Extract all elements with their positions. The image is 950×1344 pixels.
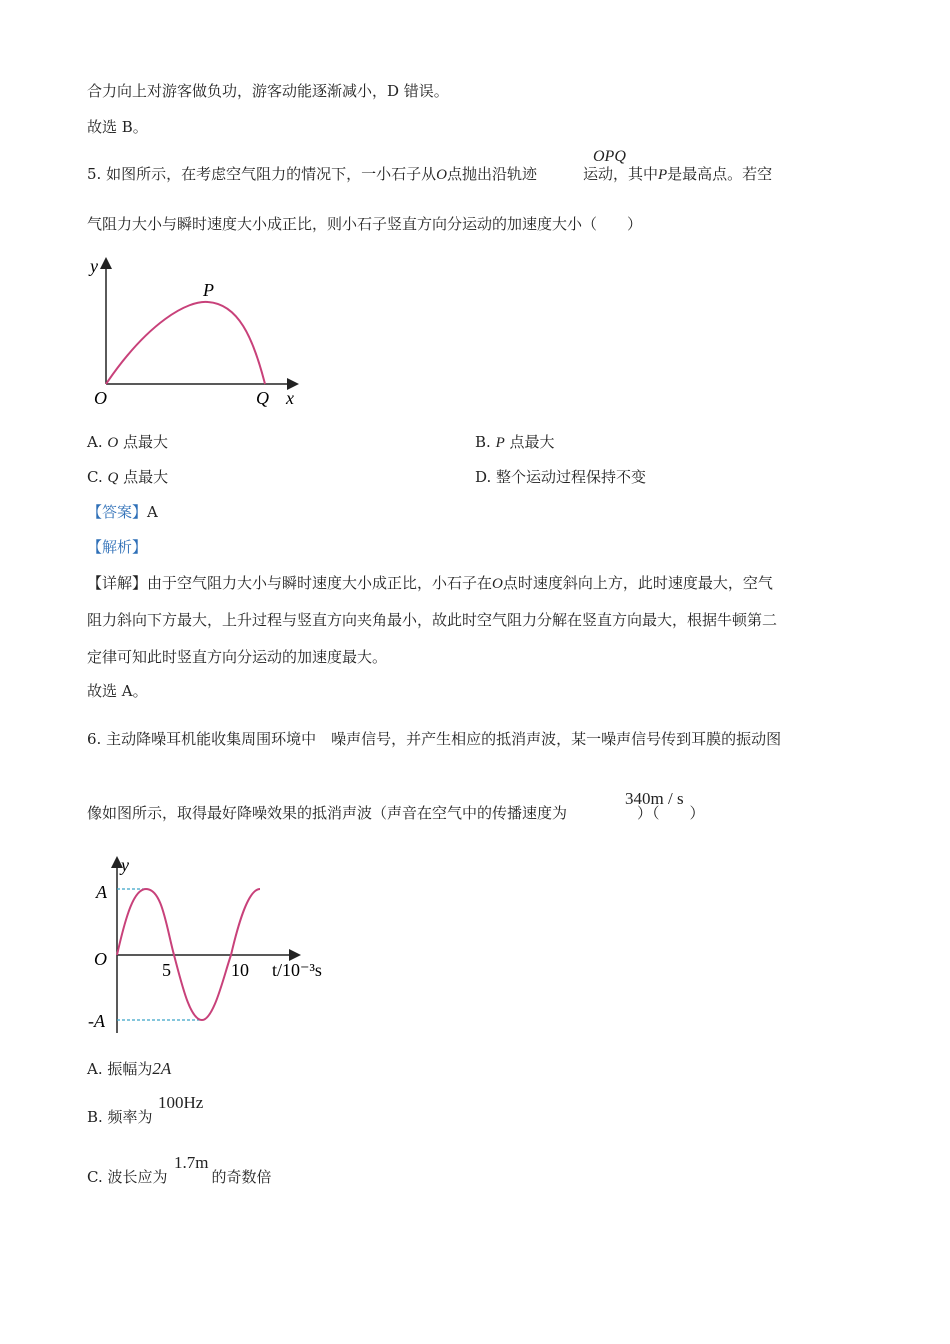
q5-option-c-text: 点最大 bbox=[123, 468, 169, 486]
q6-stem-math-speed: 340m / s bbox=[625, 789, 684, 808]
q6-stem-line-2-b: ）（ ） bbox=[637, 804, 705, 822]
q6-stem-line-1: 6. 主动降噪耳机能收集周围环境中 噪声信号，并产生相应的抵消声波，某一噪声信号传到耳膜的振动图 bbox=[87, 730, 782, 748]
q5-detail-b: 点时速度斜向上方，此时速度最大，空气 bbox=[502, 574, 773, 592]
q6-axis-label: t/10⁻³s bbox=[272, 960, 322, 980]
q6-vibration-figure bbox=[86, 855, 336, 1035]
q5-stem-line-2: 气阻力大小与瞬时速度大小成正比，则小石子竖直方向分运动的加速度大小（ ） bbox=[87, 215, 643, 233]
q6-label-negA: -A bbox=[88, 1011, 105, 1031]
q5-option-c[interactable] bbox=[87, 467, 168, 488]
q5-option-b-prefix: B. bbox=[475, 433, 491, 451]
q5-stem-math-opq: OPQ bbox=[593, 148, 626, 165]
q6-label-O: O bbox=[94, 949, 107, 969]
q6-option-a-text: A. 振幅为 bbox=[87, 1060, 153, 1078]
q5-answer-line bbox=[87, 502, 158, 522]
q5-label-P: P bbox=[203, 280, 214, 300]
q5-option-a-var: O bbox=[107, 435, 119, 451]
q5-detail-a: 【详解】由于空气阻力大小与瞬时速度大小成正比，小石子在 bbox=[87, 574, 493, 592]
q5-trajectory-curve bbox=[106, 302, 265, 384]
q5-detail-O: O bbox=[492, 576, 503, 592]
q5-detail-line-2: 阻力斜向下方最大，上升过程与竖直方向夹角最小，故此时空气阻力分解在竖直方向最大，根据牛顿第二 bbox=[87, 611, 778, 629]
q6-option-b-text: B. 频率为 bbox=[87, 1108, 153, 1126]
q5-stem-P: P bbox=[657, 167, 668, 183]
q5-conclusion: 故选 A。 bbox=[87, 682, 148, 700]
q5-option-a-text: 点最大 bbox=[123, 433, 169, 451]
q5-option-b-var: P bbox=[495, 435, 505, 451]
q5-detail-line-1 bbox=[87, 573, 773, 594]
q6-option-c-math: 1.7m bbox=[174, 1153, 209, 1172]
q6-tick-5: 5 bbox=[162, 960, 171, 980]
q5-stem-d: 是最高点。若空 bbox=[667, 165, 773, 183]
prev-line-2: 故选 B。 bbox=[87, 118, 148, 136]
q6-option-b-math: 100Hz bbox=[158, 1093, 204, 1112]
q5-option-a-prefix: A. bbox=[87, 433, 103, 451]
q5-analysis-tag: 【解析】 bbox=[87, 538, 148, 556]
q5-detail-line-3: 定律可知此时竖直方向分运动的加速度最大。 bbox=[87, 648, 388, 666]
q5-option-b[interactable] bbox=[475, 432, 555, 453]
prev-line-1: 合力向上对游客做负功，游客动能逐渐减小，D 错误。 bbox=[87, 82, 449, 100]
q5-stem-b: 点抛出沿轨迹 bbox=[446, 165, 537, 183]
q6-option-c-suffix: 的奇数倍 bbox=[211, 1168, 272, 1186]
q5-answer: A bbox=[147, 503, 158, 521]
q5-option-d[interactable]: D. 整个运动过程保持不变 bbox=[475, 468, 647, 486]
q5-stem-line-1 bbox=[87, 164, 772, 185]
q5-stem-a: 5. 如图所示，在考虑空气阻力的情况下，一小石子从 bbox=[87, 165, 437, 183]
q5-label-Q: Q bbox=[256, 388, 269, 408]
q5-label-x: x bbox=[286, 388, 294, 408]
q6-stem-line-2-a: 像如图所示，取得最好降噪效果的抵消声波（声音在空气中的传播速度为 bbox=[87, 804, 568, 822]
q5-option-a[interactable] bbox=[87, 432, 168, 453]
q5-label-O: O bbox=[94, 388, 107, 408]
q5-stem-c: 运动，其中 bbox=[582, 165, 658, 183]
q5-trajectory-figure bbox=[88, 252, 308, 412]
q6-option-a[interactable] bbox=[87, 1059, 171, 1079]
q5-stem-O: O bbox=[436, 167, 447, 183]
q6-stem-line-2 bbox=[87, 803, 705, 823]
q5-label-y: y bbox=[90, 256, 98, 276]
q6-tick-10: 10 bbox=[231, 960, 249, 980]
q6-label-A: A bbox=[96, 882, 107, 902]
q6-option-a-math: 2A bbox=[152, 1059, 172, 1078]
q6-label-y: y bbox=[121, 855, 129, 875]
q5-option-c-prefix: C. bbox=[87, 468, 103, 486]
q6-option-c-text: C. 波长应为 bbox=[87, 1168, 168, 1186]
q5-option-c-var: Q bbox=[107, 470, 119, 486]
q5-answer-tag: 【答案】 bbox=[87, 503, 148, 521]
q5-option-b-text: 点最大 bbox=[509, 433, 555, 451]
q6-option-b[interactable] bbox=[87, 1107, 153, 1127]
